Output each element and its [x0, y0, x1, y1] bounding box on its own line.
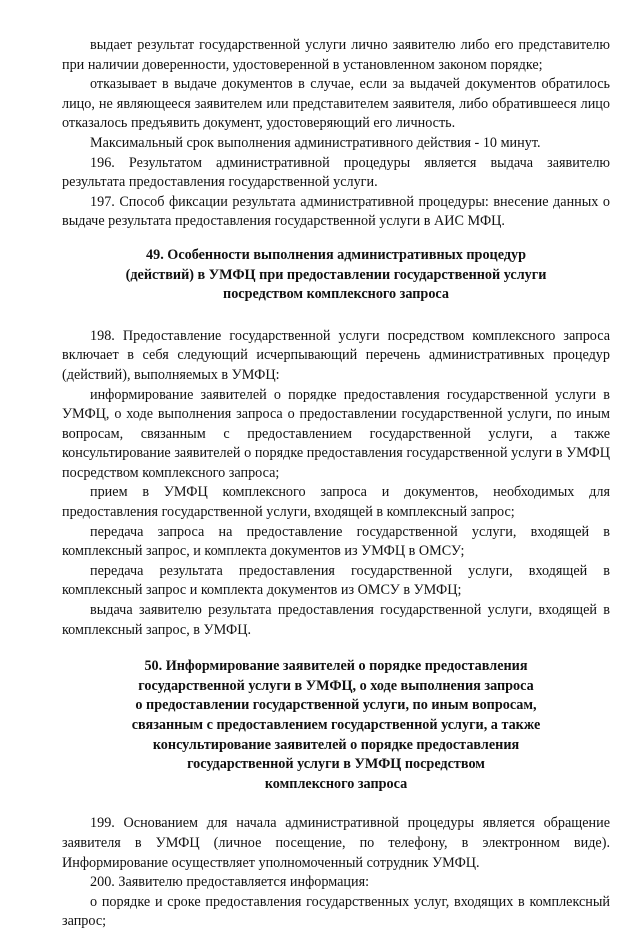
document-page: [62, 36, 610, 932]
list-item-informing: информирование заявителей о порядке предоставления государственной услуги в УМФЦ, о ходе выполнения запроса о предоставлении государственной услуги, по иным вопросам, связанным с предоставлением государственной услуги, а также консультирование заявителей о порядке предоставления государственной услуги в УМФЦ посредством комплексного запроса;: [62, 386, 610, 481]
paragraph-196: 196. Результатом административной процедуры является выдача заявителю результата предоставления государственной услуги.: [62, 154, 610, 191]
list-item-procedure-terms: о порядке и сроке предоставления государственных услуг, входящих в комплексный запрос;: [62, 893, 610, 930]
list-item-transfer-request: передача запроса на предоставление государственной услуги, входящей в комплексный запрос, и комплекта документов из УМФЦ в ОМСУ;: [62, 523, 610, 560]
section-50-heading: 50. Информирование заявителей о порядке предоставления государственной услуги в УМФЦ, о ходе выполнения запроса о предоставлении государственной услуги, по иным вопросам, связанным с предоставлением государственной услуги, а также консультирование заявителей о порядке предоставления государственной услуги в УМФЦ посредством комплексного запроса: [131, 658, 541, 792]
paragraph-refuse-issue: отказывает в выдаче документов в случае, если за выдачей документов обратилось лицо, не являющееся заявителем или представителем заявителя, либо обратившееся лицо отказалось предъявить документ, удостоверяющий его личность.: [62, 76, 610, 132]
paragraph-max-duration: Максимальный срок выполнения административного действия - 10 минут.: [90, 134, 541, 151]
list-item-issue: выдача заявителю результата предоставления государственной услуги, входящей в комплексный запрос, в УМФЦ.: [62, 602, 610, 638]
paragraph-issue-result: выдает результат государственной услуги лично заявителю либо его представителю при наличии доверенности, удостоверенной в установленном законом порядке;: [62, 37, 610, 73]
list-item-reception: прием в УМФЦ комплексного запроса и документов, необходимых для предоставления государственной услуги, входящей в комплексный запрос;: [62, 484, 610, 521]
paragraph-200: 200. Заявителю предоставляется информация:: [90, 874, 370, 891]
paragraph-199: 199. Основанием для начала административной процедуры является обращение заявителя в УМФЦ (личное посещение, по телефону, в электронном виде). Информирование осуществляет уполномоченный сотрудник УМФЦ.: [62, 815, 610, 871]
spacer: [62, 640, 610, 657]
section-49-heading: 49. Особенности выполнения административных процедур (действий) в УМФЦ при предоставлении государственной услуги посредством комплексного запроса: [125, 246, 547, 303]
spacer: [62, 305, 610, 327]
spacer: [62, 794, 610, 814]
spacer: [62, 232, 610, 246]
list-item-transfer-result: передача результата предоставления государственной услуги, входящей в комплексный запрос и комплекта документов из ОМСУ в УМФЦ;: [62, 562, 610, 599]
paragraph-197: 197. Способ фиксации результата административной процедуры: внесение данных о выдаче результата предоставления государственной услуги в АИС МФЦ.: [62, 193, 610, 230]
paragraph-198: 198. Предоставление государственной услуги посредством комплексного запроса включает в себя следующий исчерпывающий перечень административных процедур (действий), выполняемых в УМФЦ:: [62, 327, 610, 383]
